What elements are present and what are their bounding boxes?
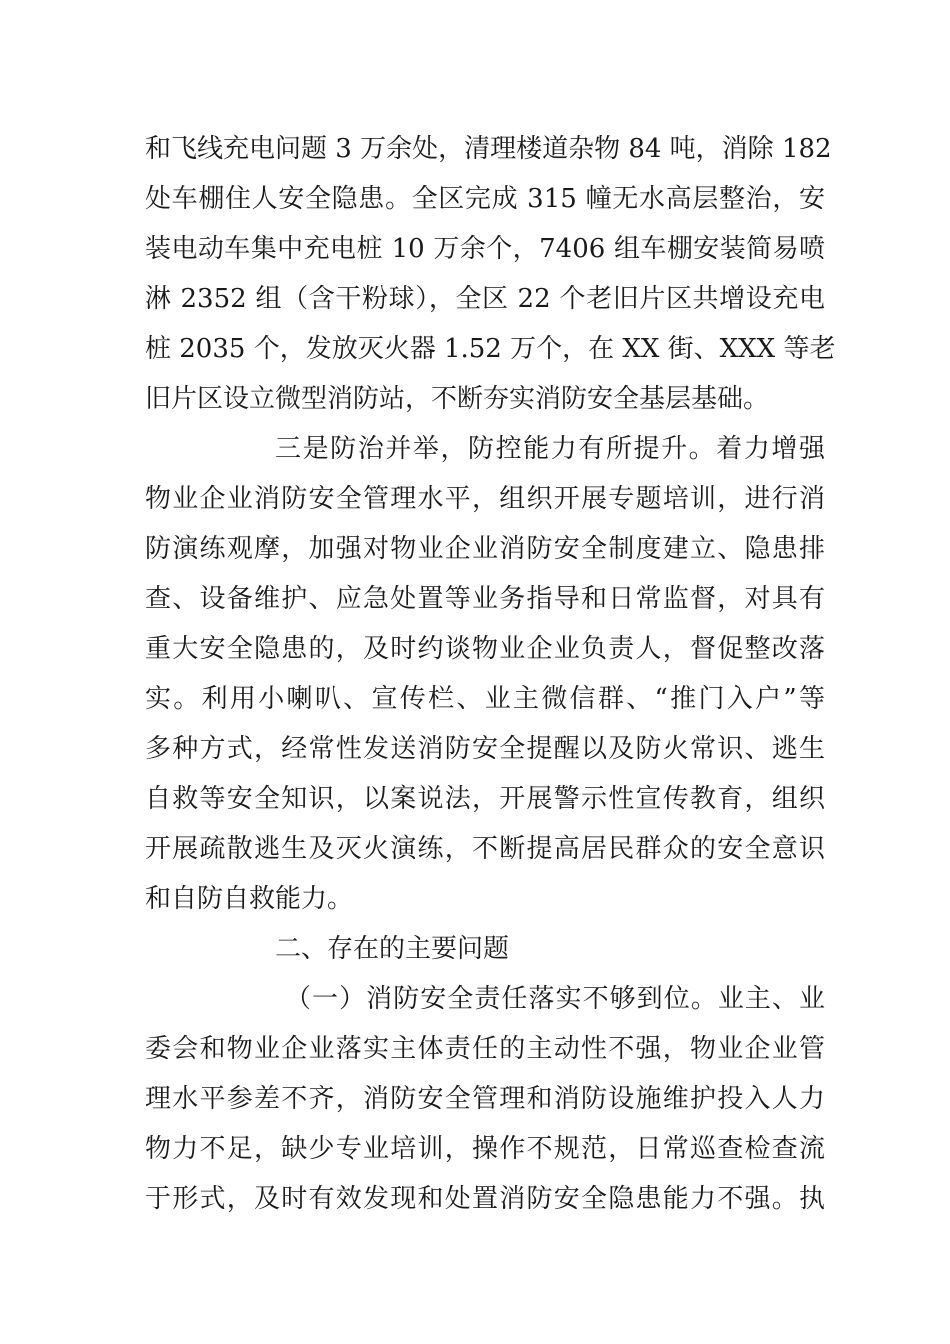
body-text-line: 物力不足，缺少专业培训，操作不规范，日常巡查检查流 — [145, 1134, 825, 1164]
body-text-line: 旧片区设立微型消防站，不断夯实消防安全基层基础。 — [145, 384, 770, 414]
body-text-line: 淋 2352 组（含干粉球），全区 22 个老旧片区共增设充电 — [145, 284, 825, 314]
body-text-line: 自救等安全知识，以案说法，开展警示性宣传教育，组织 — [145, 784, 825, 814]
paragraph-lead-line: 三是防治并举，防控能力有所提升。着力增强 — [275, 434, 825, 464]
body-text-line: 和飞线充电问题 3 万余处，清理楼道杂物 84 吨，消除 182 — [145, 134, 832, 164]
body-text-line: 于形式，及时有效发现和处置消防安全隐患能力不强。执 — [145, 1184, 825, 1214]
body-text-line: 查、设备维护、应急处置等业务指导和日常监督，对具有 — [145, 584, 825, 614]
body-text-line: 委会和物业企业落实主体责任的主动性不强，物业企业管 — [145, 1034, 825, 1064]
body-text-line: 处车棚住人安全隐患。全区完成 315 幢无水高层整治，安 — [145, 184, 825, 214]
body-text-line: 桩 2035 个，发放灭火器 1.52 万个，在 XX 街、XXX 等老 — [145, 334, 836, 364]
subsection-lead-line: （一）消防安全责任落实不够到位。业主、业 — [285, 984, 825, 1014]
body-text-line: 实。利用小喇叭、宣传栏、业主微信群、“推门入户”等 — [145, 684, 825, 714]
body-text-line: 多种方式，经常性发送消防安全提醒以及防火常识、逃生 — [145, 734, 825, 764]
body-text-line: 装电动车集中充电桩 10 万余个，7406 组车棚安装简易喷 — [145, 234, 825, 264]
body-text-line: 重大安全隐患的，及时约谈物业企业负责人，督促整改落 — [145, 634, 825, 664]
body-text-line: 防演练观摩，加强对物业企业消防安全制度建立、隐患排 — [145, 534, 825, 564]
body-text-line: 理水平参差不齐，消防安全管理和消防设施维护投入人力 — [145, 1084, 825, 1114]
body-text-line: 开展疏散逃生及灭火演练，不断提高居民群众的安全意识 — [145, 834, 825, 864]
body-text-line: 和自防自救能力。 — [145, 884, 354, 914]
body-text-line: 物业企业消防安全管理水平，组织开展专题培训，进行消 — [145, 484, 825, 514]
section-heading: 二、存在的主要问题 — [275, 934, 510, 964]
